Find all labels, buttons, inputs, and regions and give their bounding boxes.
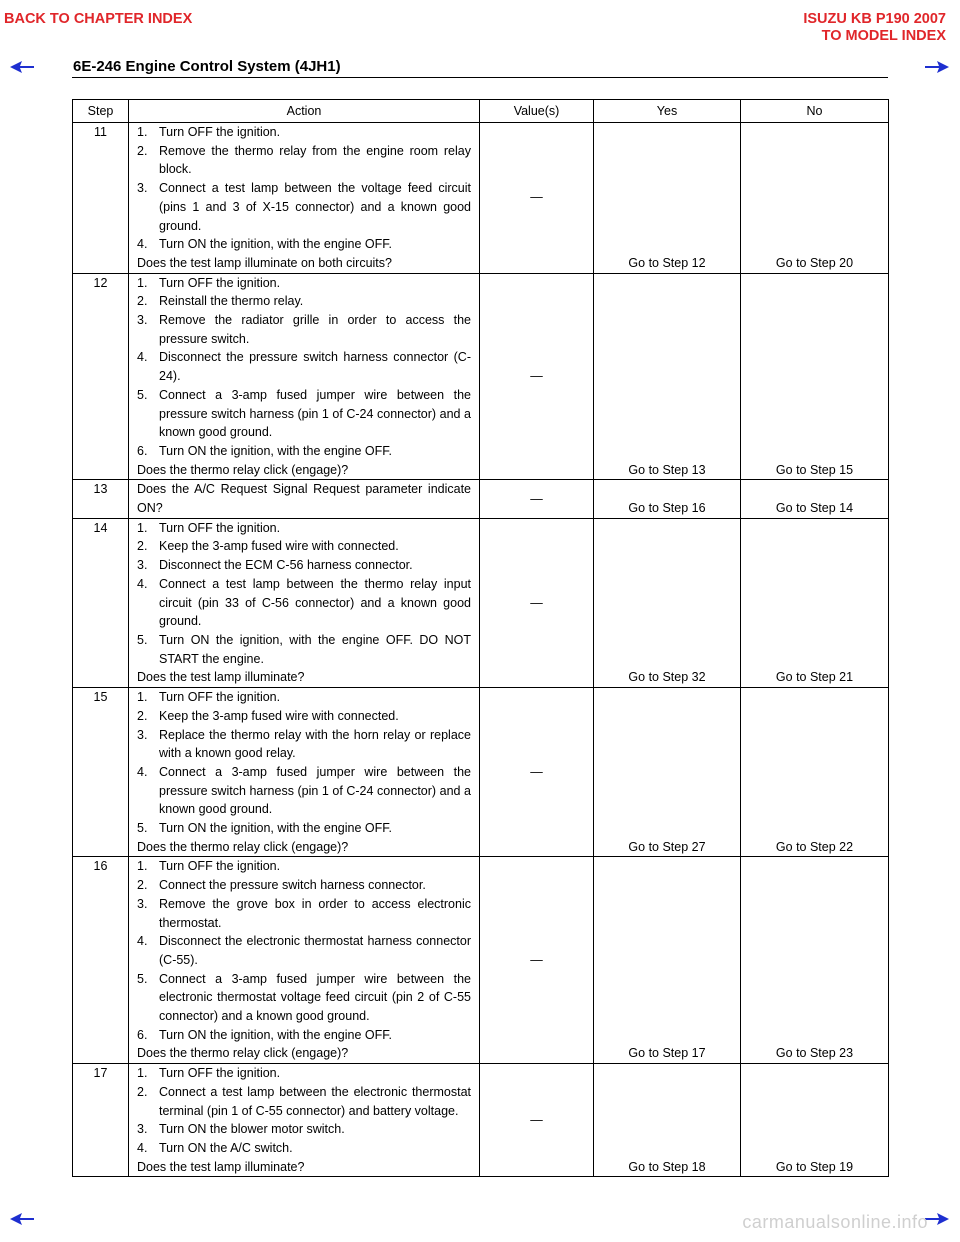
action-step-text: Connect a 3-amp fused jumper wire between the electronic thermostat voltage feed circuit (pin 2 of C-55 connector) and a known good ground. <box>159 971 471 1024</box>
value-cell: — <box>480 273 594 480</box>
back-to-chapter-index-link[interactable]: BACK TO CHAPTER INDEX <box>4 11 193 27</box>
action-step-number: 2. <box>137 708 148 723</box>
action-step-list <box>137 857 471 1044</box>
yes-result: Go to Step 17 <box>594 857 741 1064</box>
action-step-item <box>137 179 471 235</box>
step-number: 15 <box>73 688 129 857</box>
action-cell <box>129 123 480 274</box>
column-header-yes: Yes <box>594 100 741 123</box>
previous-page-arrow-icon[interactable] <box>9 1212 35 1226</box>
action-step-item <box>137 726 471 763</box>
action-step-number: 5. <box>137 632 148 647</box>
action-step-text: Keep the 3-amp fused wire with connected. <box>159 539 399 554</box>
yes-result: Go to Step 27 <box>594 688 741 857</box>
action-question: Does the test lamp illuminate on both circuits? <box>137 255 392 270</box>
action-step-number: 1. <box>137 275 148 290</box>
action-step-number: 1. <box>137 125 148 139</box>
action-step-item <box>137 348 471 385</box>
action-step-item <box>137 292 471 311</box>
action-step-text: Disconnect the electronic thermostat harness connector (C-55). <box>159 934 471 967</box>
step-number: 16 <box>73 857 129 1064</box>
action-step-number: 3. <box>137 1122 148 1137</box>
no-result: Go to Step 20 <box>741 123 889 274</box>
action-step-item <box>137 895 471 932</box>
action-step-number: 2. <box>137 1084 148 1099</box>
step-number: 12 <box>73 273 129 480</box>
action-step-item <box>137 876 471 895</box>
action-step-item <box>137 688 471 707</box>
action-step-text: Turn ON the A/C switch. <box>159 1140 293 1155</box>
action-cell <box>129 480 480 518</box>
action-step-text: Connect a test lamp between the thermo relay input circuit (pin 33 of C-56 connector) and a known good ground. <box>159 576 471 629</box>
action-step-item <box>137 142 471 179</box>
action-step-number: 4. <box>137 764 148 779</box>
action-cell <box>129 518 480 687</box>
action-step-item <box>137 707 471 726</box>
column-header-no: No <box>741 100 889 123</box>
action-question: Does the thermo relay click (engage)? <box>137 462 349 477</box>
action-step-item <box>137 235 471 254</box>
action-question: Does the test lamp illuminate? <box>137 1159 305 1174</box>
action-step-number: 3. <box>137 896 148 911</box>
action-step-number: 4. <box>137 237 148 252</box>
action-step-text: Turn ON the ignition, with the engine OFF. <box>159 443 392 458</box>
action-step-number: 2. <box>137 294 148 309</box>
model-index-label: TO MODEL INDEX <box>821 28 946 44</box>
action-step-text: Connect a 3-amp fused jumper wire between the pressure switch harness (pin 1 of C-24 connector) and a known good ground. <box>159 387 471 440</box>
action-step-item <box>137 1083 471 1120</box>
table-row <box>73 273 889 480</box>
model-name-label: ISUZU KB P190 2007 <box>803 11 946 27</box>
action-step-item <box>137 123 471 142</box>
action-step-number: 3. <box>137 181 148 196</box>
action-step-item <box>137 1120 471 1139</box>
action-step-item <box>137 819 471 838</box>
action-question: Does the test lamp illuminate? <box>137 670 305 685</box>
action-step-number: 4. <box>137 934 148 949</box>
action-step-item <box>137 274 471 293</box>
action-step-item <box>137 519 471 538</box>
action-step-text: Connect a 3-amp fused jumper wire between the pressure switch harness (pin 1 of C-24 connector) and a known good ground. <box>159 764 471 817</box>
action-step-number: 1. <box>137 1066 148 1081</box>
action-step-number: 5. <box>137 971 148 986</box>
table-row <box>73 857 889 1064</box>
action-step-number: 2. <box>137 143 148 158</box>
value-cell: — <box>480 857 594 1064</box>
action-step-text: Turn OFF the ignition. <box>159 275 281 290</box>
action-step-number: 1. <box>137 690 148 705</box>
action-cell <box>129 1064 480 1177</box>
action-step-item <box>137 386 471 442</box>
table-row <box>73 480 889 518</box>
action-step-text: Turn ON the blower motor switch. <box>159 1122 345 1137</box>
action-step-number: 6. <box>137 1027 148 1042</box>
yes-result: Go to Step 16 <box>594 480 741 518</box>
no-result: Go to Step 23 <box>741 857 889 1064</box>
value-cell: — <box>480 480 594 518</box>
yes-result: Go to Step 32 <box>594 518 741 687</box>
value-cell: — <box>480 1064 594 1177</box>
action-step-list <box>137 123 471 254</box>
column-header-step: Step <box>73 100 129 123</box>
action-step-item <box>137 763 471 819</box>
action-step-item <box>137 857 471 876</box>
action-step-text: Reinstall the thermo relay. <box>159 294 304 309</box>
action-step-text: Disconnect the pressure switch harness connector (C-24). <box>159 350 471 384</box>
table-row <box>73 518 889 687</box>
action-step-item <box>137 1064 471 1083</box>
action-step-number: 1. <box>137 520 148 535</box>
no-result: Go to Step 19 <box>741 1064 889 1177</box>
diagnostic-procedure-table <box>72 99 889 1177</box>
value-cell: — <box>480 688 594 857</box>
action-step-text: Turn OFF the ignition. <box>159 690 281 705</box>
table-row <box>73 123 889 274</box>
action-cell <box>129 688 480 857</box>
no-result: Go to Step 22 <box>741 688 889 857</box>
step-number: 11 <box>73 123 129 274</box>
action-step-text: Connect the pressure switch harness connector. <box>159 878 426 893</box>
action-step-list <box>137 274 471 461</box>
action-step-number: 4. <box>137 576 148 591</box>
action-question: Does the A/C Request Signal Request parameter indicate ON? <box>137 482 471 516</box>
action-step-text: Turn ON the ignition, with the engine OFF. <box>159 1027 392 1042</box>
value-cell: — <box>480 518 594 687</box>
action-step-text: Turn OFF the ignition. <box>159 125 281 139</box>
action-step-text: Turn OFF the ignition. <box>159 520 281 535</box>
watermark-text: carmanualsonline.info <box>742 1212 928 1232</box>
action-step-number: 5. <box>137 821 148 836</box>
value-cell: — <box>480 123 594 274</box>
action-step-item <box>137 556 471 575</box>
action-cell <box>129 857 480 1064</box>
next-page-arrow-icon[interactable] <box>924 60 950 74</box>
action-step-text: Keep the 3-amp fused wire with connected. <box>159 708 399 723</box>
column-header-values: Value(s) <box>480 100 594 123</box>
action-step-number: 2. <box>137 539 148 554</box>
action-step-text: Connect a test lamp between the electronic thermostat terminal (pin 1 of C-55 connector) and battery voltage. <box>159 1084 471 1118</box>
action-step-text: Remove the grove box in order to access electronic thermostat. <box>159 896 471 930</box>
action-step-number: 3. <box>137 313 148 328</box>
action-step-text: Turn ON the ignition, with the engine OFF. <box>159 237 392 252</box>
action-question: Does the thermo relay click (engage)? <box>137 839 349 854</box>
action-step-item <box>137 1139 471 1158</box>
table-row <box>73 688 889 857</box>
action-step-number: 4. <box>137 350 148 365</box>
action-step-number: 5. <box>137 387 148 402</box>
header-divider <box>72 77 888 78</box>
action-step-text: Turn ON the ignition, with the engine OFF. <box>159 821 392 836</box>
action-step-text: Remove the radiator grille in order to access the pressure switch. <box>159 313 471 346</box>
action-step-item <box>137 311 471 348</box>
action-step-text: Disconnect the ECM C-56 harness connector. <box>159 558 413 573</box>
action-step-number: 3. <box>137 558 148 573</box>
step-number: 13 <box>73 480 129 518</box>
column-header-action: Action <box>129 100 480 123</box>
action-step-number: 6. <box>137 443 148 458</box>
action-step-text: Remove the thermo relay from the engine room relay block. <box>159 143 471 177</box>
to-model-index-link[interactable] <box>803 11 946 45</box>
action-step-text: Replace the thermo relay with the horn relay or replace with a known good relay. <box>159 727 471 761</box>
action-step-item <box>137 575 471 631</box>
action-step-text: Turn OFF the ignition. <box>159 1066 281 1081</box>
action-step-item <box>137 932 471 969</box>
action-step-number: 2. <box>137 878 148 893</box>
action-step-number: 4. <box>137 1140 148 1155</box>
action-step-item <box>137 442 471 461</box>
action-step-text: Connect a test lamp between the voltage feed circuit (pins 1 and 3 of X-15 connector) and a known good ground. <box>159 181 471 233</box>
action-step-item <box>137 631 471 668</box>
action-cell <box>129 273 480 480</box>
action-step-item <box>137 537 471 556</box>
table-row <box>73 1064 889 1177</box>
no-result: Go to Step 14 <box>741 480 889 518</box>
action-step-text: Turn ON the ignition, with the engine OFF. DO NOT START the engine. <box>159 632 471 666</box>
action-step-item <box>137 970 471 1026</box>
yes-result: Go to Step 18 <box>594 1064 741 1177</box>
yes-result: Go to Step 12 <box>594 123 741 274</box>
table-header-row <box>73 100 889 123</box>
action-step-list <box>137 1064 471 1158</box>
step-number: 14 <box>73 518 129 687</box>
previous-page-arrow-icon[interactable] <box>9 60 35 74</box>
page-title: 6E-246 Engine Control System (4JH1) <box>73 58 341 75</box>
action-step-list <box>137 688 471 838</box>
action-step-number: 1. <box>137 859 148 874</box>
yes-result: Go to Step 13 <box>594 273 741 480</box>
action-question: Does the thermo relay click (engage)? <box>137 1046 349 1061</box>
no-result: Go to Step 21 <box>741 518 889 687</box>
action-step-number: 3. <box>137 727 148 742</box>
action-step-text: Turn OFF the ignition. <box>159 859 281 874</box>
action-step-list <box>137 519 471 669</box>
action-step-item <box>137 1026 471 1045</box>
step-number: 17 <box>73 1064 129 1177</box>
no-result: Go to Step 15 <box>741 273 889 480</box>
